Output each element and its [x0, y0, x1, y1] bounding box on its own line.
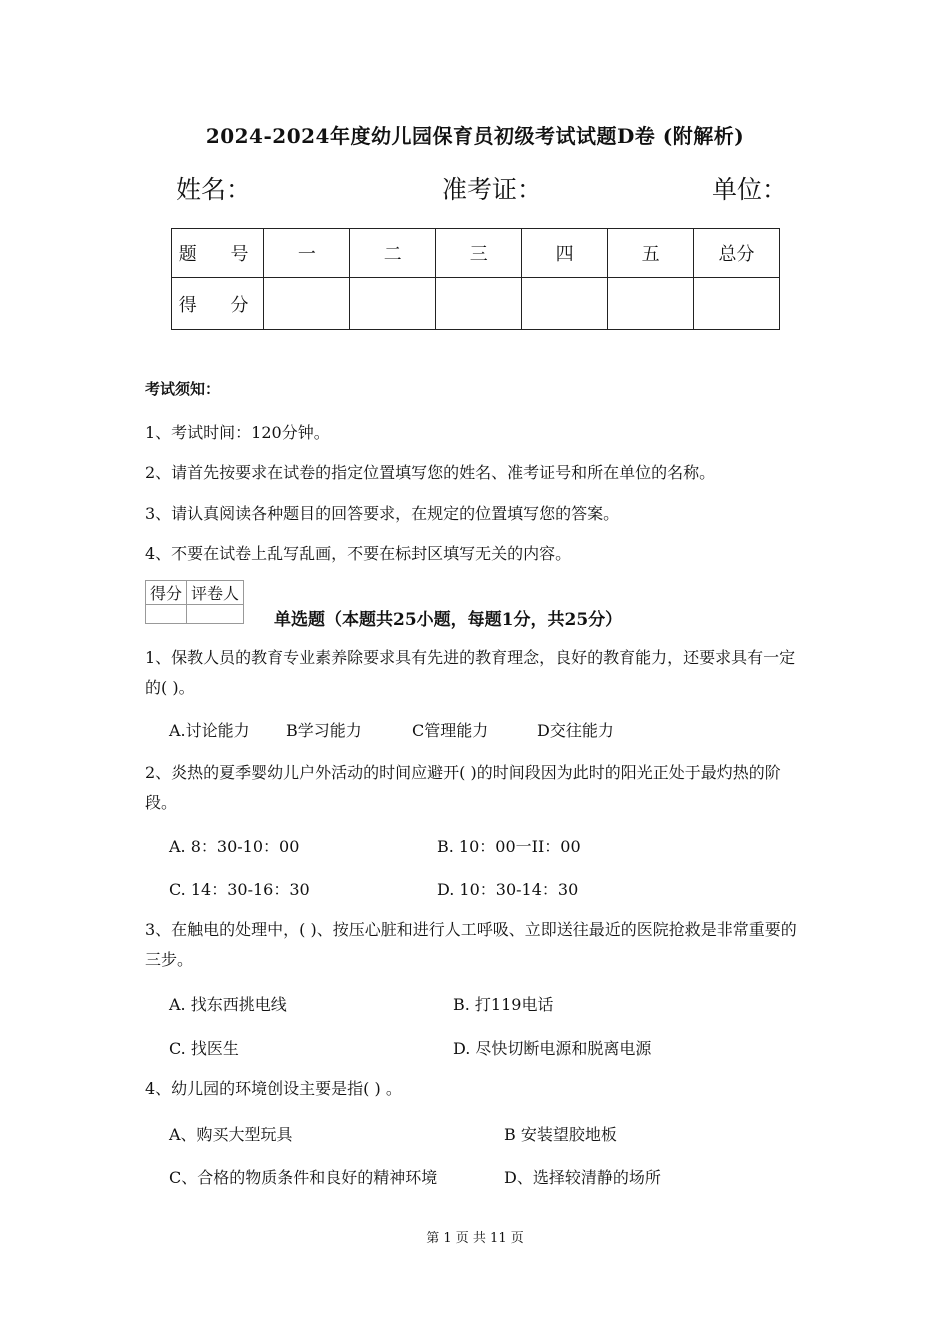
section-header-5: 五 — [608, 229, 694, 278]
unit-label: 单位： — [712, 175, 788, 204]
grader-name-label: 评卷人 — [187, 581, 244, 605]
section-header-3: 三 — [436, 229, 522, 278]
notice-heading: 考试须知： — [145, 380, 221, 398]
grader-name-cell — [187, 605, 244, 624]
total-header: 总分 — [694, 229, 780, 278]
grader-box — [145, 580, 244, 624]
name-label: 姓名： — [176, 175, 252, 204]
score-cell — [522, 278, 608, 330]
section-header-2: 二 — [350, 229, 436, 278]
q3-option-c: C. 找医生 — [169, 1039, 239, 1058]
grader-score-cell — [146, 605, 187, 624]
q4-option-d: D、选择较清静的场所 — [504, 1168, 661, 1187]
grader-score-label: 得分 — [146, 581, 187, 605]
page-title: 2024-2024年度幼儿园保育员初级考试试题D卷 (附解析) — [205, 124, 745, 148]
q1-option-c: C管理能力 — [412, 721, 489, 740]
notice-item: 1、考试时间：120分钟。 — [145, 423, 330, 442]
score-cell — [436, 278, 522, 330]
score-table — [171, 228, 780, 330]
section-title: 单选题（本题共25小题，每题1分，共25分） — [274, 610, 623, 630]
q2-option-c: C. 14：30-16：30 — [169, 880, 310, 899]
score-cell — [350, 278, 436, 330]
candidate-info-row — [0, 170, 950, 204]
notice-item: 4、不要在试卷上乱写乱画，不要在标封区填写无关的内容。 — [145, 544, 572, 563]
q2-option-d: D. 10：30-14：30 — [437, 880, 579, 899]
question-2: 2、炎热的夏季婴幼儿户外活动的时间应避开( )的时间段因为此时的阳光正处于最灼热的阶段。 — [145, 763, 781, 812]
q1-option-a: A.讨论能力 — [169, 721, 250, 740]
exam-number-label: 准考证： — [442, 175, 543, 204]
section-header-4: 四 — [522, 229, 608, 278]
q3-option-b: B. 打119电话 — [453, 995, 554, 1014]
q4-option-c: C、合格的物质条件和良好的精神环境 — [169, 1168, 438, 1187]
notice-item: 3、请认真阅读各种题目的回答要求，在规定的位置填写您的答案。 — [145, 504, 620, 523]
score-cell — [608, 278, 694, 330]
question-3: 3、在触电的处理中，( )、按压心脏和进行人工呼吸、立即送往最近的医院抢救是非常重要的三步。 — [145, 920, 797, 969]
section-header-1: 一 — [264, 229, 350, 278]
question-1: 1、保教人员的教育专业素养除要求具有先进的教育理念，良好的教育能力，还要求具有一定的( )。 — [145, 648, 796, 697]
q1-option-d: D交往能力 — [537, 721, 614, 740]
notice-item: 2、请首先按要求在试卷的指定位置填写您的姓名、准考证号和所在单位的名称。 — [145, 463, 716, 482]
q4-option-a: A、购买大型玩具 — [169, 1125, 293, 1144]
q2-option-b: B. 10：00一II：00 — [437, 837, 581, 856]
q4-option-b: B 安装望胶地板 — [504, 1125, 617, 1144]
q3-option-a: A. 找东西挑电线 — [169, 995, 287, 1014]
q2-option-a: A. 8：30-10：00 — [169, 837, 300, 856]
question-4: 4、幼儿园的环境创设主要是指( ) 。 — [145, 1079, 402, 1098]
score-cell — [694, 278, 780, 330]
score-label: 得 分 — [172, 278, 264, 330]
q1-option-b: B学习能力 — [286, 721, 362, 740]
question-number-label: 题 号 — [172, 229, 264, 278]
score-cell — [264, 278, 350, 330]
q3-option-d: D. 尽快切断电源和脱离电源 — [453, 1039, 652, 1058]
page-footer: 第 1 页 共 11 页 — [426, 1231, 524, 1246]
